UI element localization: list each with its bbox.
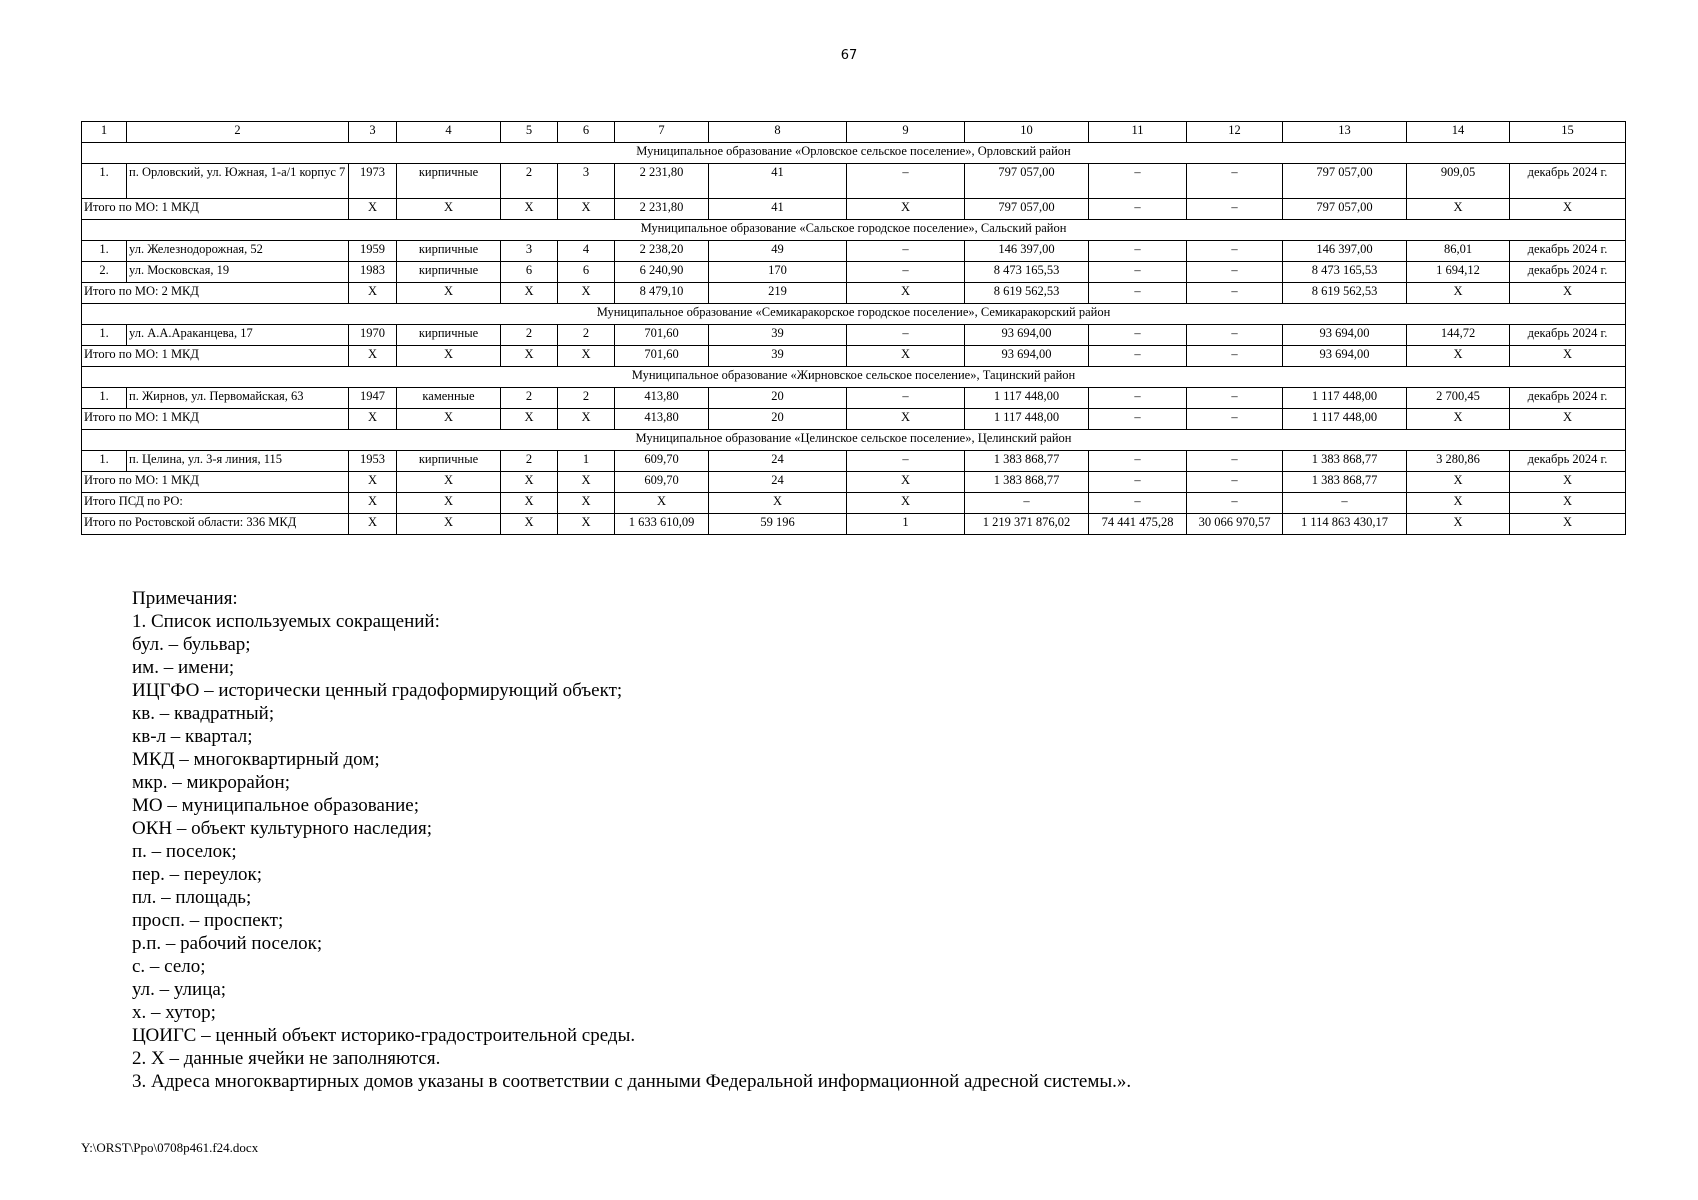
table-cell: X <box>397 346 501 367</box>
table-cell: X <box>709 493 847 514</box>
table-cell: 30 066 970,57 <box>1187 514 1283 535</box>
table-cell: 797 057,00 <box>965 164 1089 199</box>
table-cell: 2 <box>558 325 615 346</box>
table-cell: X <box>558 199 615 220</box>
section-title: Муниципальное образование «Сальское городское поселение», Сальский район <box>82 220 1626 241</box>
section-title: Муниципальное образование «Целинское сельское поселение», Целинский район <box>82 430 1626 451</box>
section-title: Муниципальное образование «Жирновское сельское поселение», Тацинский район <box>82 367 1626 388</box>
table-cell: 144,72 <box>1407 325 1510 346</box>
table-row <box>82 262 1626 283</box>
table-cell: 2. <box>82 262 127 283</box>
total-label: Итого по МО: 1 МКД <box>82 346 349 367</box>
table-cell: – <box>1089 388 1187 409</box>
total-label: Итого ПСД по РО: <box>82 493 349 514</box>
table-cell: X <box>397 493 501 514</box>
table-cell: – <box>1187 346 1283 367</box>
column-number-cell: 11 <box>1089 122 1187 143</box>
table-cell: 20 <box>709 409 847 430</box>
table-cell: 1. <box>82 164 127 199</box>
column-number-cell: 8 <box>709 122 847 143</box>
column-number-cell: 1 <box>82 122 127 143</box>
note-line: ИЦГФО – исторически ценный градоформирующий объект; <box>132 680 623 701</box>
table-cell: 1 <box>847 514 965 535</box>
total-label: Итого по МО: 1 МКД <box>82 199 349 220</box>
table-cell: – <box>1089 493 1187 514</box>
table-cell: 797 057,00 <box>1283 199 1407 220</box>
table-cell: 797 057,00 <box>965 199 1089 220</box>
table-cell: – <box>1187 451 1283 472</box>
table-cell: X <box>349 493 397 514</box>
table-cell: X <box>349 346 397 367</box>
page-number: 67 <box>840 48 858 63</box>
table-cell: 6 240,90 <box>615 262 709 283</box>
section-row <box>82 304 1626 325</box>
table-cell: 8 473 165,53 <box>965 262 1089 283</box>
table-row <box>82 388 1626 409</box>
table-cell: 146 397,00 <box>1283 241 1407 262</box>
table-cell: 1 117 448,00 <box>965 388 1089 409</box>
table-cell: 1 117 448,00 <box>1283 409 1407 430</box>
table-row <box>82 325 1626 346</box>
table-cell: 4 <box>558 241 615 262</box>
table-cell: X <box>397 199 501 220</box>
table-cell: – <box>1187 325 1283 346</box>
note-line: пл. – площадь; <box>132 887 252 908</box>
total-row <box>82 346 1626 367</box>
section-row <box>82 430 1626 451</box>
column-number-cell: 12 <box>1187 122 1283 143</box>
table-cell: X <box>501 199 558 220</box>
table-cell: X <box>501 409 558 430</box>
table-cell: 1. <box>82 325 127 346</box>
table-cell: X <box>1510 199 1626 220</box>
table-cell: X <box>397 283 501 304</box>
section-title: Муниципальное образование «Орловское сельское поселение», Орловский район <box>82 143 1626 164</box>
note-line: р.п. – рабочий поселок; <box>132 933 323 954</box>
table-cell: – <box>1187 241 1283 262</box>
notes-title: Примечания: <box>132 588 238 609</box>
table-cell: X <box>501 346 558 367</box>
column-number-cell: 15 <box>1510 122 1626 143</box>
total-row <box>82 283 1626 304</box>
table-cell: 219 <box>709 283 847 304</box>
table-cell: X <box>1407 199 1510 220</box>
table-cell: 1 117 448,00 <box>965 409 1089 430</box>
table-cell: 24 <box>709 451 847 472</box>
table-cell: декабрь 2024 г. <box>1510 241 1626 262</box>
table-cell: 146 397,00 <box>965 241 1089 262</box>
table-cell: – <box>1187 199 1283 220</box>
total-row <box>82 472 1626 493</box>
table-cell: – <box>847 325 965 346</box>
table-cell: – <box>1089 325 1187 346</box>
table-cell: 2 <box>501 164 558 199</box>
table-cell: 413,80 <box>615 388 709 409</box>
table-cell: 6 <box>558 262 615 283</box>
table-cell: X <box>1510 283 1626 304</box>
table-cell: декабрь 2024 г. <box>1510 164 1626 199</box>
table-cell: X <box>397 514 501 535</box>
table-cell: – <box>1089 409 1187 430</box>
note-line: 2. X – данные ячейки не заполняются. <box>132 1048 441 1069</box>
table-cell: 701,60 <box>615 346 709 367</box>
table-cell: 1 383 868,77 <box>965 451 1089 472</box>
table-cell: – <box>1187 262 1283 283</box>
table-cell: – <box>1089 472 1187 493</box>
table-cell: – <box>1187 493 1283 514</box>
table-cell: X <box>558 472 615 493</box>
table-cell: X <box>1510 493 1626 514</box>
table-cell: 20 <box>709 388 847 409</box>
column-number-cell: 14 <box>1407 122 1510 143</box>
address-cell: п. Целина, ул. 3-я линия, 115 <box>127 451 349 472</box>
registry-table <box>81 121 1626 535</box>
note-line: им. – имени; <box>132 657 235 678</box>
table-cell: – <box>1187 409 1283 430</box>
table-cell: 3 <box>558 164 615 199</box>
table-cell: X <box>349 514 397 535</box>
table-cell: кирпичные <box>397 262 501 283</box>
table-cell: X <box>558 493 615 514</box>
column-number-cell: 7 <box>615 122 709 143</box>
table-cell: X <box>349 199 397 220</box>
table-cell: – <box>1283 493 1407 514</box>
table-cell: 170 <box>709 262 847 283</box>
table-cell: 2 <box>501 388 558 409</box>
column-number-cell: 2 <box>127 122 349 143</box>
table-cell: X <box>847 409 965 430</box>
table-cell: 2 <box>501 451 558 472</box>
table-cell: 609,70 <box>615 472 709 493</box>
table-cell: 39 <box>709 325 847 346</box>
table-cell: 1 383 868,77 <box>965 472 1089 493</box>
table-cell: 1 383 868,77 <box>1283 451 1407 472</box>
note-line: бул. – бульвар; <box>132 634 251 655</box>
table-cell: – <box>1089 262 1187 283</box>
section-row <box>82 220 1626 241</box>
table-cell: X <box>349 409 397 430</box>
address-cell: ул. Железнодорожная, 52 <box>127 241 349 262</box>
note-line: ЦОИГС – ценный объект историко-градостроительной среды. <box>132 1025 636 1046</box>
address-cell: п. Жирнов, ул. Первомайская, 63 <box>127 388 349 409</box>
table-cell: – <box>1187 283 1283 304</box>
table-cell: X <box>1510 409 1626 430</box>
table-cell: – <box>847 241 965 262</box>
table-cell: 59 196 <box>709 514 847 535</box>
table-row <box>82 451 1626 472</box>
section-row <box>82 143 1626 164</box>
table-cell: X <box>349 472 397 493</box>
table-cell: – <box>1089 199 1187 220</box>
note-line: МКД – многоквартирный дом; <box>132 749 380 770</box>
table-header-row <box>82 122 1626 143</box>
column-number-cell: 5 <box>501 122 558 143</box>
table-cell: 93 694,00 <box>965 346 1089 367</box>
table-cell: X <box>397 409 501 430</box>
table-cell: 3 280,86 <box>1407 451 1510 472</box>
table-cell: – <box>965 493 1089 514</box>
column-number-cell: 13 <box>1283 122 1407 143</box>
table-cell: 93 694,00 <box>965 325 1089 346</box>
table-cell: X <box>847 472 965 493</box>
table-cell: 1 694,12 <box>1407 262 1510 283</box>
table-cell: 49 <box>709 241 847 262</box>
table-cell: 2 238,20 <box>615 241 709 262</box>
table-cell: – <box>847 262 965 283</box>
total-row <box>82 199 1626 220</box>
table-cell: 1970 <box>349 325 397 346</box>
table-cell: 1947 <box>349 388 397 409</box>
note-line: х. – хутор; <box>132 1002 216 1023</box>
table-cell: 39 <box>709 346 847 367</box>
total-row <box>82 409 1626 430</box>
table-cell: X <box>615 493 709 514</box>
table-cell: – <box>847 388 965 409</box>
table-cell: 2 <box>558 388 615 409</box>
note-line: мкр. – микрорайон; <box>132 772 290 793</box>
table-cell: X <box>1407 346 1510 367</box>
table-cell: X <box>847 493 965 514</box>
note-line: 1. Список используемых сокращений: <box>132 611 440 632</box>
table-cell: X <box>501 472 558 493</box>
table-cell: X <box>501 493 558 514</box>
table-cell: X <box>558 409 615 430</box>
table-cell: декабрь 2024 г. <box>1510 325 1626 346</box>
note-line: ул. – улица; <box>132 979 227 1000</box>
table-cell: 2 700,45 <box>1407 388 1510 409</box>
note-line: кв-л – квартал; <box>132 726 253 747</box>
table-cell: 41 <box>709 199 847 220</box>
address-cell: ул. А.А.Араканцева, 17 <box>127 325 349 346</box>
table-cell: 1 117 448,00 <box>1283 388 1407 409</box>
table-cell: – <box>1089 451 1187 472</box>
notes-section <box>132 587 1582 1093</box>
table-cell: 1 114 863 430,17 <box>1283 514 1407 535</box>
table-cell: 609,70 <box>615 451 709 472</box>
address-cell: ул. Московская, 19 <box>127 262 349 283</box>
total-row <box>82 493 1626 514</box>
table-cell: 1 <box>558 451 615 472</box>
table-cell: X <box>558 346 615 367</box>
table-cell: 1959 <box>349 241 397 262</box>
table-cell: 2 231,80 <box>615 164 709 199</box>
table-cell: 93 694,00 <box>1283 325 1407 346</box>
table-cell: 93 694,00 <box>1283 346 1407 367</box>
table-cell: кирпичные <box>397 241 501 262</box>
note-line: с. – село; <box>132 956 206 977</box>
table-cell: 3 <box>501 241 558 262</box>
table-cell: 1 383 868,77 <box>1283 472 1407 493</box>
note-line: п. – поселок; <box>132 841 237 862</box>
table-cell: 8 479,10 <box>615 283 709 304</box>
table-cell: X <box>1407 514 1510 535</box>
table-cell: X <box>1407 409 1510 430</box>
table-cell: – <box>1089 346 1187 367</box>
address-cell: п. Орловский, ул. Южная, 1-а/1 корпус 7 <box>127 164 349 199</box>
table-cell: 1 219 371 876,02 <box>965 514 1089 535</box>
table-cell: – <box>1187 164 1283 199</box>
table-cell: – <box>1089 241 1187 262</box>
table-cell: 1. <box>82 451 127 472</box>
table-cell: 1973 <box>349 164 397 199</box>
table-cell: – <box>1089 164 1187 199</box>
table-cell: X <box>558 514 615 535</box>
table-cell: 413,80 <box>615 409 709 430</box>
table-cell: 8 619 562,53 <box>965 283 1089 304</box>
section-title: Муниципальное образование «Семикаракорское городское поселение», Семикаракорский район <box>82 304 1626 325</box>
table-cell: – <box>847 164 965 199</box>
table-cell: 1953 <box>349 451 397 472</box>
table-cell: 6 <box>501 262 558 283</box>
table-cell: X <box>558 283 615 304</box>
table-cell: 8 473 165,53 <box>1283 262 1407 283</box>
table-cell: 41 <box>709 164 847 199</box>
column-number-cell: 3 <box>349 122 397 143</box>
total-label: Итого по МО: 1 МКД <box>82 409 349 430</box>
table-cell: 1. <box>82 241 127 262</box>
table-cell: 797 057,00 <box>1283 164 1407 199</box>
table-cell: X <box>847 283 965 304</box>
note-line: ОКН – объект культурного наследия; <box>132 818 432 839</box>
table-cell: X <box>1407 283 1510 304</box>
note-line: кв. – квадратный; <box>132 703 275 724</box>
table-cell: кирпичные <box>397 325 501 346</box>
table-cell: X <box>1510 472 1626 493</box>
table-cell: – <box>1187 388 1283 409</box>
table-cell: кирпичные <box>397 451 501 472</box>
total-label: Итого по МО: 1 МКД <box>82 472 349 493</box>
table-cell: X <box>349 283 397 304</box>
column-number-cell: 10 <box>965 122 1089 143</box>
table-cell: 1. <box>82 388 127 409</box>
table-cell: X <box>847 199 965 220</box>
table-cell: X <box>1407 493 1510 514</box>
column-number-cell: 4 <box>397 122 501 143</box>
table-cell: X <box>847 346 965 367</box>
table-cell: 1983 <box>349 262 397 283</box>
total-label: Итого по Ростовской области: 336 МКД <box>82 514 349 535</box>
table-row <box>82 241 1626 262</box>
table-cell: кирпичные <box>397 164 501 199</box>
table-cell: 2 231,80 <box>615 199 709 220</box>
table-cell: X <box>501 514 558 535</box>
table-cell: X <box>397 472 501 493</box>
note-line: пер. – переулок; <box>132 864 263 885</box>
table-row <box>82 164 1626 199</box>
footer-file-path: Y:\ORST\Ppo\0708p461.f24.docx <box>81 1140 259 1155</box>
table-cell: 2 <box>501 325 558 346</box>
table-cell: X <box>1407 472 1510 493</box>
table-cell: 24 <box>709 472 847 493</box>
table-cell: 909,05 <box>1407 164 1510 199</box>
table-cell: 74 441 475,28 <box>1089 514 1187 535</box>
table-cell: – <box>1089 283 1187 304</box>
column-number-cell: 6 <box>558 122 615 143</box>
table-cell: – <box>1187 472 1283 493</box>
total-label: Итого по МО: 2 МКД <box>82 283 349 304</box>
table-cell: X <box>1510 514 1626 535</box>
table-cell: 1 633 610,09 <box>615 514 709 535</box>
table-cell: каменные <box>397 388 501 409</box>
table-cell: 701,60 <box>615 325 709 346</box>
total-row <box>82 514 1626 535</box>
note-line: 3. Адреса многоквартирных домов указаны в соответствии с данными Федеральной информационной адресной системы.». <box>132 1071 1132 1092</box>
note-line: просп. – проспект; <box>132 910 284 931</box>
section-row <box>82 367 1626 388</box>
table-cell: декабрь 2024 г. <box>1510 262 1626 283</box>
table-cell: декабрь 2024 г. <box>1510 451 1626 472</box>
table-cell: 8 619 562,53 <box>1283 283 1407 304</box>
table-cell: X <box>1510 346 1626 367</box>
table-cell: – <box>847 451 965 472</box>
note-line: МО – муниципальное образование; <box>132 795 420 816</box>
column-number-cell: 9 <box>847 122 965 143</box>
table-cell: X <box>501 283 558 304</box>
table-cell: 86,01 <box>1407 241 1510 262</box>
table-cell: декабрь 2024 г. <box>1510 388 1626 409</box>
